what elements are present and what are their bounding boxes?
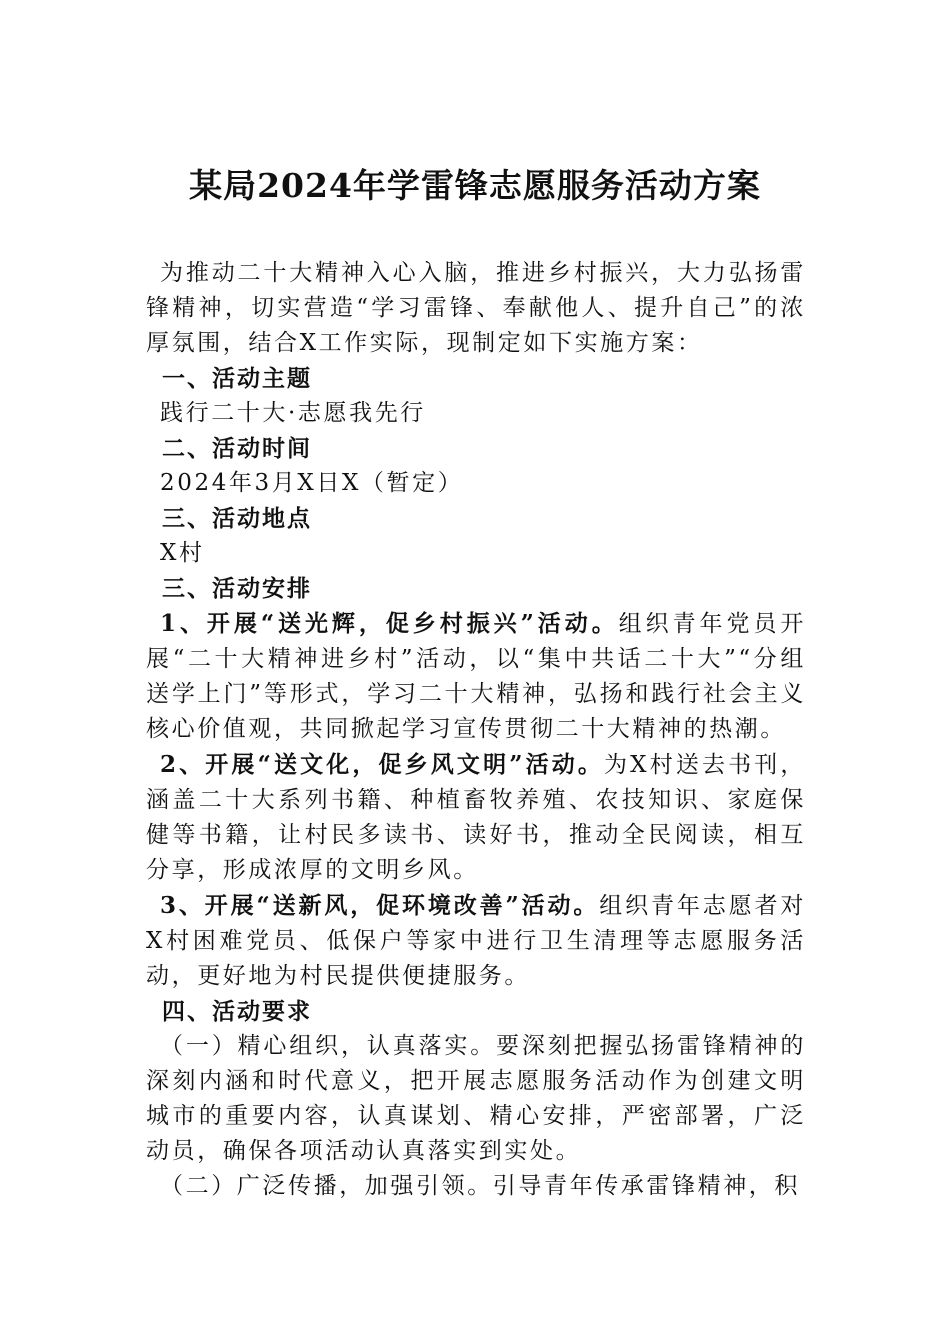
section-heading-arrangement: 三、活动安排 xyxy=(162,575,312,602)
arrangement-item-1-text: 组织青年党员开展“二十大精神进乡村”活动，以“集中共话二十大”“分组送学上门”等形式，学习二十大精神，弘扬和践行社会主义核心价值观，共同掀起学习宣传贯彻二十大精神的热潮。 xyxy=(146,611,807,742)
arrangement-item-1-lead: 1、开展“送光辉，促乡村振兴”活动。 xyxy=(160,610,619,637)
intro-paragraph: 为推动二十大精神入心入脑，推进乡村振兴，大力弘扬雷锋精神，切实营造“学习雷锋、奉献他人、提升自己”的浓厚氛围，结合X工作实际，现制定如下实施方案： xyxy=(146,260,806,356)
requirement-item-1: （一）精心组织，认真落实。要深刻把握弘扬雷锋精神的深刻内涵和时代意义，把开展志愿服务活动作为创建文明城市的重要内容，认真谋划、精心安排，严密部署，广泛动员，确保各项活动认真落实到实处。 xyxy=(146,1033,806,1164)
section-heading-time: 二、活动时间 xyxy=(162,435,312,462)
arrangement-item-2-text: 为X村送去书刊，涵盖二十大系列书籍、种植畜牧养殖、农技知识、家庭保健等书籍，让村民多读书、读好书，推动全民阅读，相互分享，形成浓厚的文明乡风。 xyxy=(146,752,806,883)
arrangement-item-2 xyxy=(146,747,806,888)
arrangement-item-3-text: 组织青年志愿者对X村困难党员、低保户等家中进行卫生清理等志愿服务活动，更好地为村民提供便捷服务。 xyxy=(146,893,806,989)
section-heading-requirements: 四、活动要求 xyxy=(162,998,312,1025)
arrangement-item-3 xyxy=(146,888,806,994)
theme-content: 践行二十大·志愿我先行 xyxy=(160,400,426,426)
section-heading-theme: 一、活动主题 xyxy=(162,365,312,392)
document-title: 某局2024年学雷锋志愿服务活动方案 xyxy=(189,166,761,205)
time-content: 2024年3月X日X（暂定） xyxy=(160,470,464,496)
place-content: X村 xyxy=(160,540,205,566)
arrangement-item-3-lead: 3、开展“送新风，促环境改善”活动。 xyxy=(160,892,600,919)
arrangement-item-1 xyxy=(146,606,806,747)
document-body xyxy=(146,256,806,1204)
requirement-item-2: （二）广泛传播，加强引领。引导青年传承雷锋精神，积 xyxy=(160,1173,800,1199)
arrangement-item-2-lead: 2、开展“送文化，促乡风文明”活动。 xyxy=(160,751,605,778)
section-heading-place: 三、活动地点 xyxy=(162,505,312,532)
